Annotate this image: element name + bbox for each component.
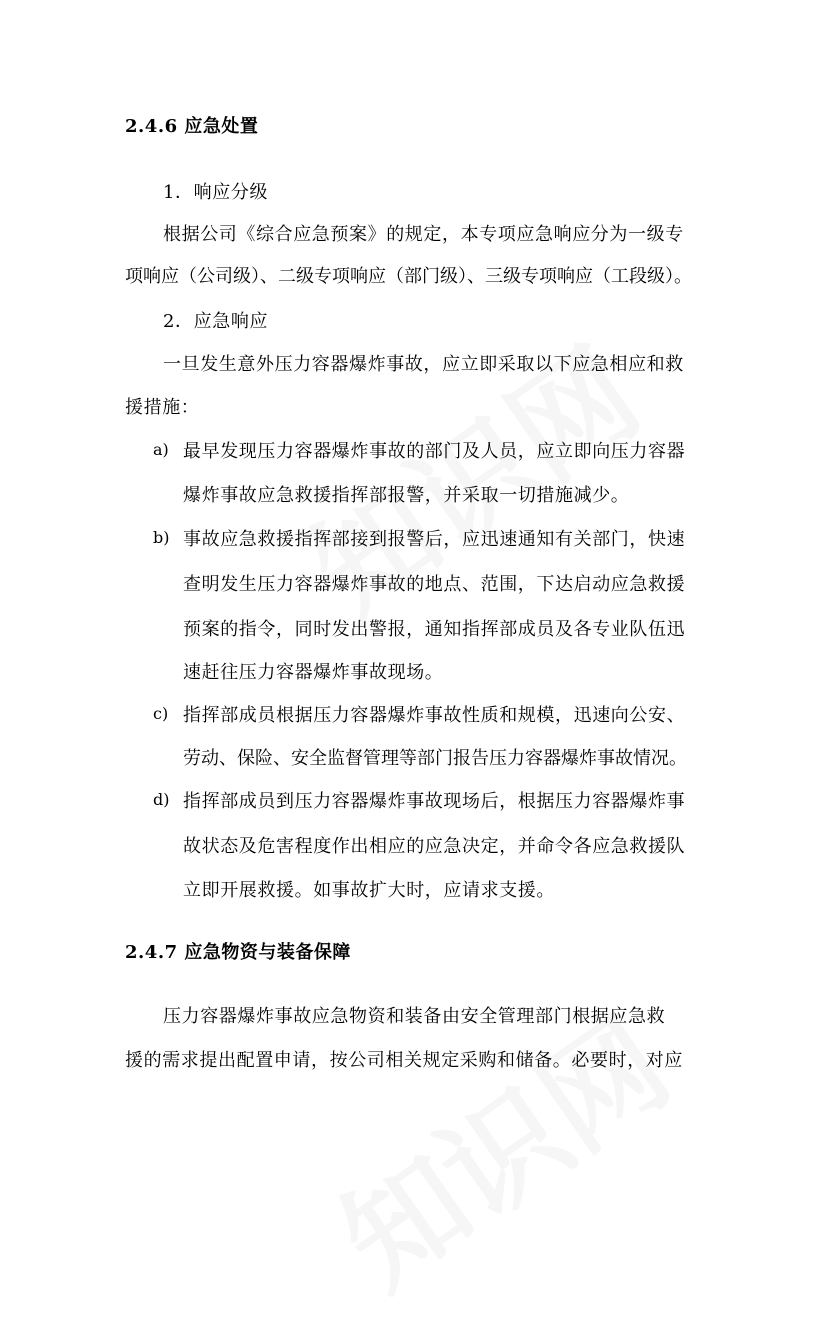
list-item-line: 劳动、保险、安全监督管理等部门报告压力容器爆炸事故情况。 — [183, 748, 687, 769]
list-item-line: 最早发现压力容器爆炸事故的部门及人员，应立即向压力容器 — [183, 441, 686, 462]
list-item-line: 事故应急救援指挥部接到报警后，应迅速通知有关部门，快速 — [183, 529, 686, 550]
list-item-line: 指挥部成员根据压力容器爆炸事故性质和规模，迅速向公安、 — [183, 705, 686, 726]
paragraph-line: 项响应（公司级）、二级专项响应（部门级）、三级专项响应（工段级）。 — [125, 266, 692, 287]
list-item-line: 故状态及危害程度作出相应的应急决定，并命令各应急救援队 — [183, 836, 686, 857]
list-item-line: 查明发生压力容器爆炸事故的地点、范围，下达启动应急救援 — [183, 574, 686, 595]
list-item-line: 速赶往压力容器爆炸事故现场。 — [183, 662, 444, 683]
list-item-line: 预案的指令，同时发出警报，通知指挥部成员及各专业队伍迅 — [183, 619, 686, 640]
list-marker: b) — [153, 528, 170, 547]
subheading-response-level: 1．响应分级 — [163, 182, 269, 203]
paragraph-line: 援措施： — [125, 397, 200, 418]
list-marker: a) — [153, 440, 169, 459]
list-item-line: 爆炸事故应急救援指挥部报警，并采取一切措施减少。 — [183, 485, 630, 506]
list-item-line: 指挥部成员到压力容器爆炸事故现场后，根据压力容器爆炸事 — [183, 791, 686, 812]
section-heading-2-4-6: 2.4.6 应急处置 — [125, 116, 259, 137]
paragraph-line: 压力容器爆炸事故应急物资和装备由安全管理部门根据应急救 — [163, 1006, 666, 1027]
paragraph-line: 一旦发生意外压力容器爆炸事故，应立即采取以下应急相应和救 — [163, 354, 684, 375]
paragraph-line: 根据公司《综合应急预案》的规定，本专项应急响应分为一级专 — [163, 224, 684, 245]
subheading-emergency-response: 2．应急响应 — [163, 311, 269, 332]
list-marker: d) — [153, 790, 170, 809]
list-item-line: 立即开展救援。如事故扩大时，应请求支援。 — [183, 880, 555, 901]
list-marker: c) — [153, 704, 169, 723]
paragraph-line: 援的需求提出配置申请，按公司相关规定采购和储备。必要时，对应 — [125, 1050, 683, 1071]
section-heading-2-4-7: 2.4.7 应急物资与装备保障 — [125, 942, 351, 963]
